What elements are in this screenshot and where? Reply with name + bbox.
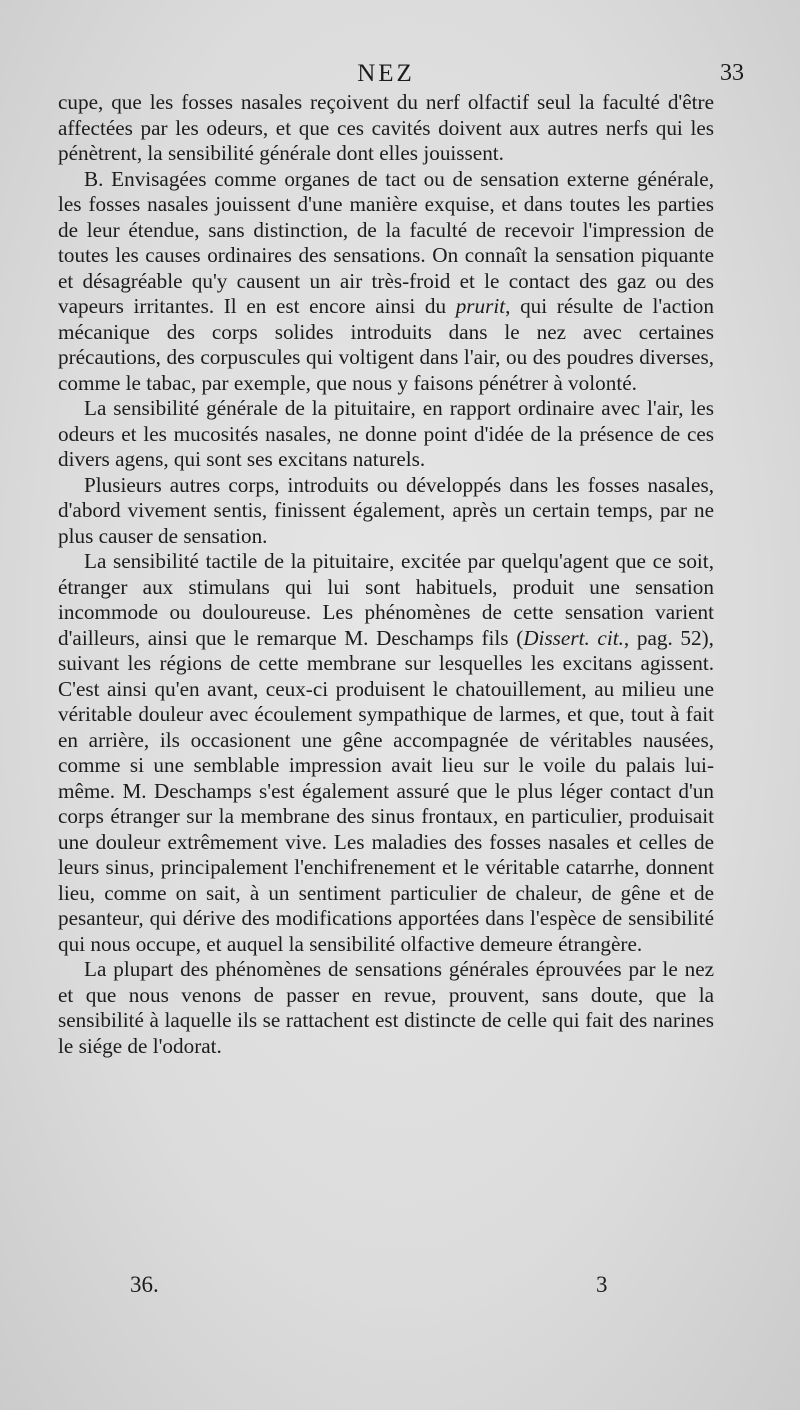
paragraph-5-italic: Dissert. cit.	[523, 625, 624, 650]
body-text	[58, 90, 714, 1059]
paragraph-5	[58, 549, 714, 957]
paragraph-2-text: B. Envisagées comme organes de tact ou de sensation externe générale, les fosses nasales jouissent d'une manière exquise, et dans toutes les parties de leur étendue, sans distinction, de la faculté de recevoir l'impression de toutes les causes ordinaires des sensations. On connaît la sensation piquante et désagréable qu'y causent un air très-froid et le contact des gaz ou des vapeurs irritantes. Il en est encore ainsi du	[58, 166, 714, 318]
paragraph-2-italic: prurit	[455, 294, 506, 318]
page-footer	[58, 1272, 714, 1302]
page-header	[58, 60, 744, 90]
paragraph-3: La sensibilité générale de la pituitaire, en rapport ordinaire avec l'air, les odeurs et les mucosités nasales, ne donne point d'idée de la présence de ces divers agens, qui sont ses excitans naturels.	[58, 396, 714, 471]
paragraph-1: cupe, que les fosses nasales reçoivent du nerf olfactif seul la faculté d'être affectées par les odeurs, et que ces cavités doivent aux autres nerfs qui les pénètrent, la sensibilité générale dont elles jouissent.	[58, 90, 714, 165]
paragraph-2	[58, 167, 714, 397]
paragraph-5-text-b: , pag. 52), suivant les régions de cette membrane sur lesquelles les excitans agissent. C'est ainsi qu'en avant, ceux-ci produisent le chatouillement, au milieu une véritable douleur avec écoulement sympathique de larmes, et que, tout à fait en arrière, ils occasionent une gêne accompagnée de véritables nausées, comme si une semblable impression avait lieu sur le voile du palais lui-même. M. Deschamps s'est également assuré que le plus léger contact d'un corps étranger sur la membrane des sinus frontaux, en particulier, produisait une douleur extrêmement vive. Les maladies des fosses nasales et celles de leurs sinus, principalement l'enchifrenement et le véritable catarrhe, donnent lieu, comme on sait, à un sentiment particulier de chaleur, de gêne et de pesanteur, qui dérive des modifications apportées dans l'espèce de sensibilité qui nous occupe, et auquel la sensibilité olfactive demeure étrangère.	[58, 625, 714, 956]
paragraph-6: La plupart des phénomènes de sensations générales éprouvées par le nez et que nous venons de passer en revue, prouvent, sans doute, que la sensibilité à laquelle ils se rattachent est distincte de celle qui fait des narines le siége de l'odorat.	[58, 957, 714, 1058]
signature-mark: 36.	[130, 1272, 159, 1297]
paragraph-5-text-a: La sensibilité tactile de la pituitaire, excitée par quelqu'agent que ce soit, étranger aux stimulans qui lui sont habituels, produit une sensation incommode ou douloureuse. Les phénomènes de cette sensation varient d'ailleurs, ainsi que le remarque M. Deschamps fils (	[58, 549, 714, 650]
paragraph-2-after: , qui résulte de l'action mécanique des corps solides introduits dans le nez avec certaines précautions, des corpuscules qui voltigent dans l'air, ou des poudres diverses, comme le tabac, par exemple, que nous y faisons pénétrer à volonté.	[58, 294, 714, 395]
page-number: 33	[720, 60, 744, 86]
gathering-number: 3	[596, 1272, 608, 1297]
running-head: NEZ	[357, 60, 415, 87]
paragraph-4: Plusieurs autres corps, introduits ou développés dans les fosses nasales, d'abord vivement sentis, finissent également, après un certain temps, par ne plus causer de sensation.	[58, 472, 714, 548]
